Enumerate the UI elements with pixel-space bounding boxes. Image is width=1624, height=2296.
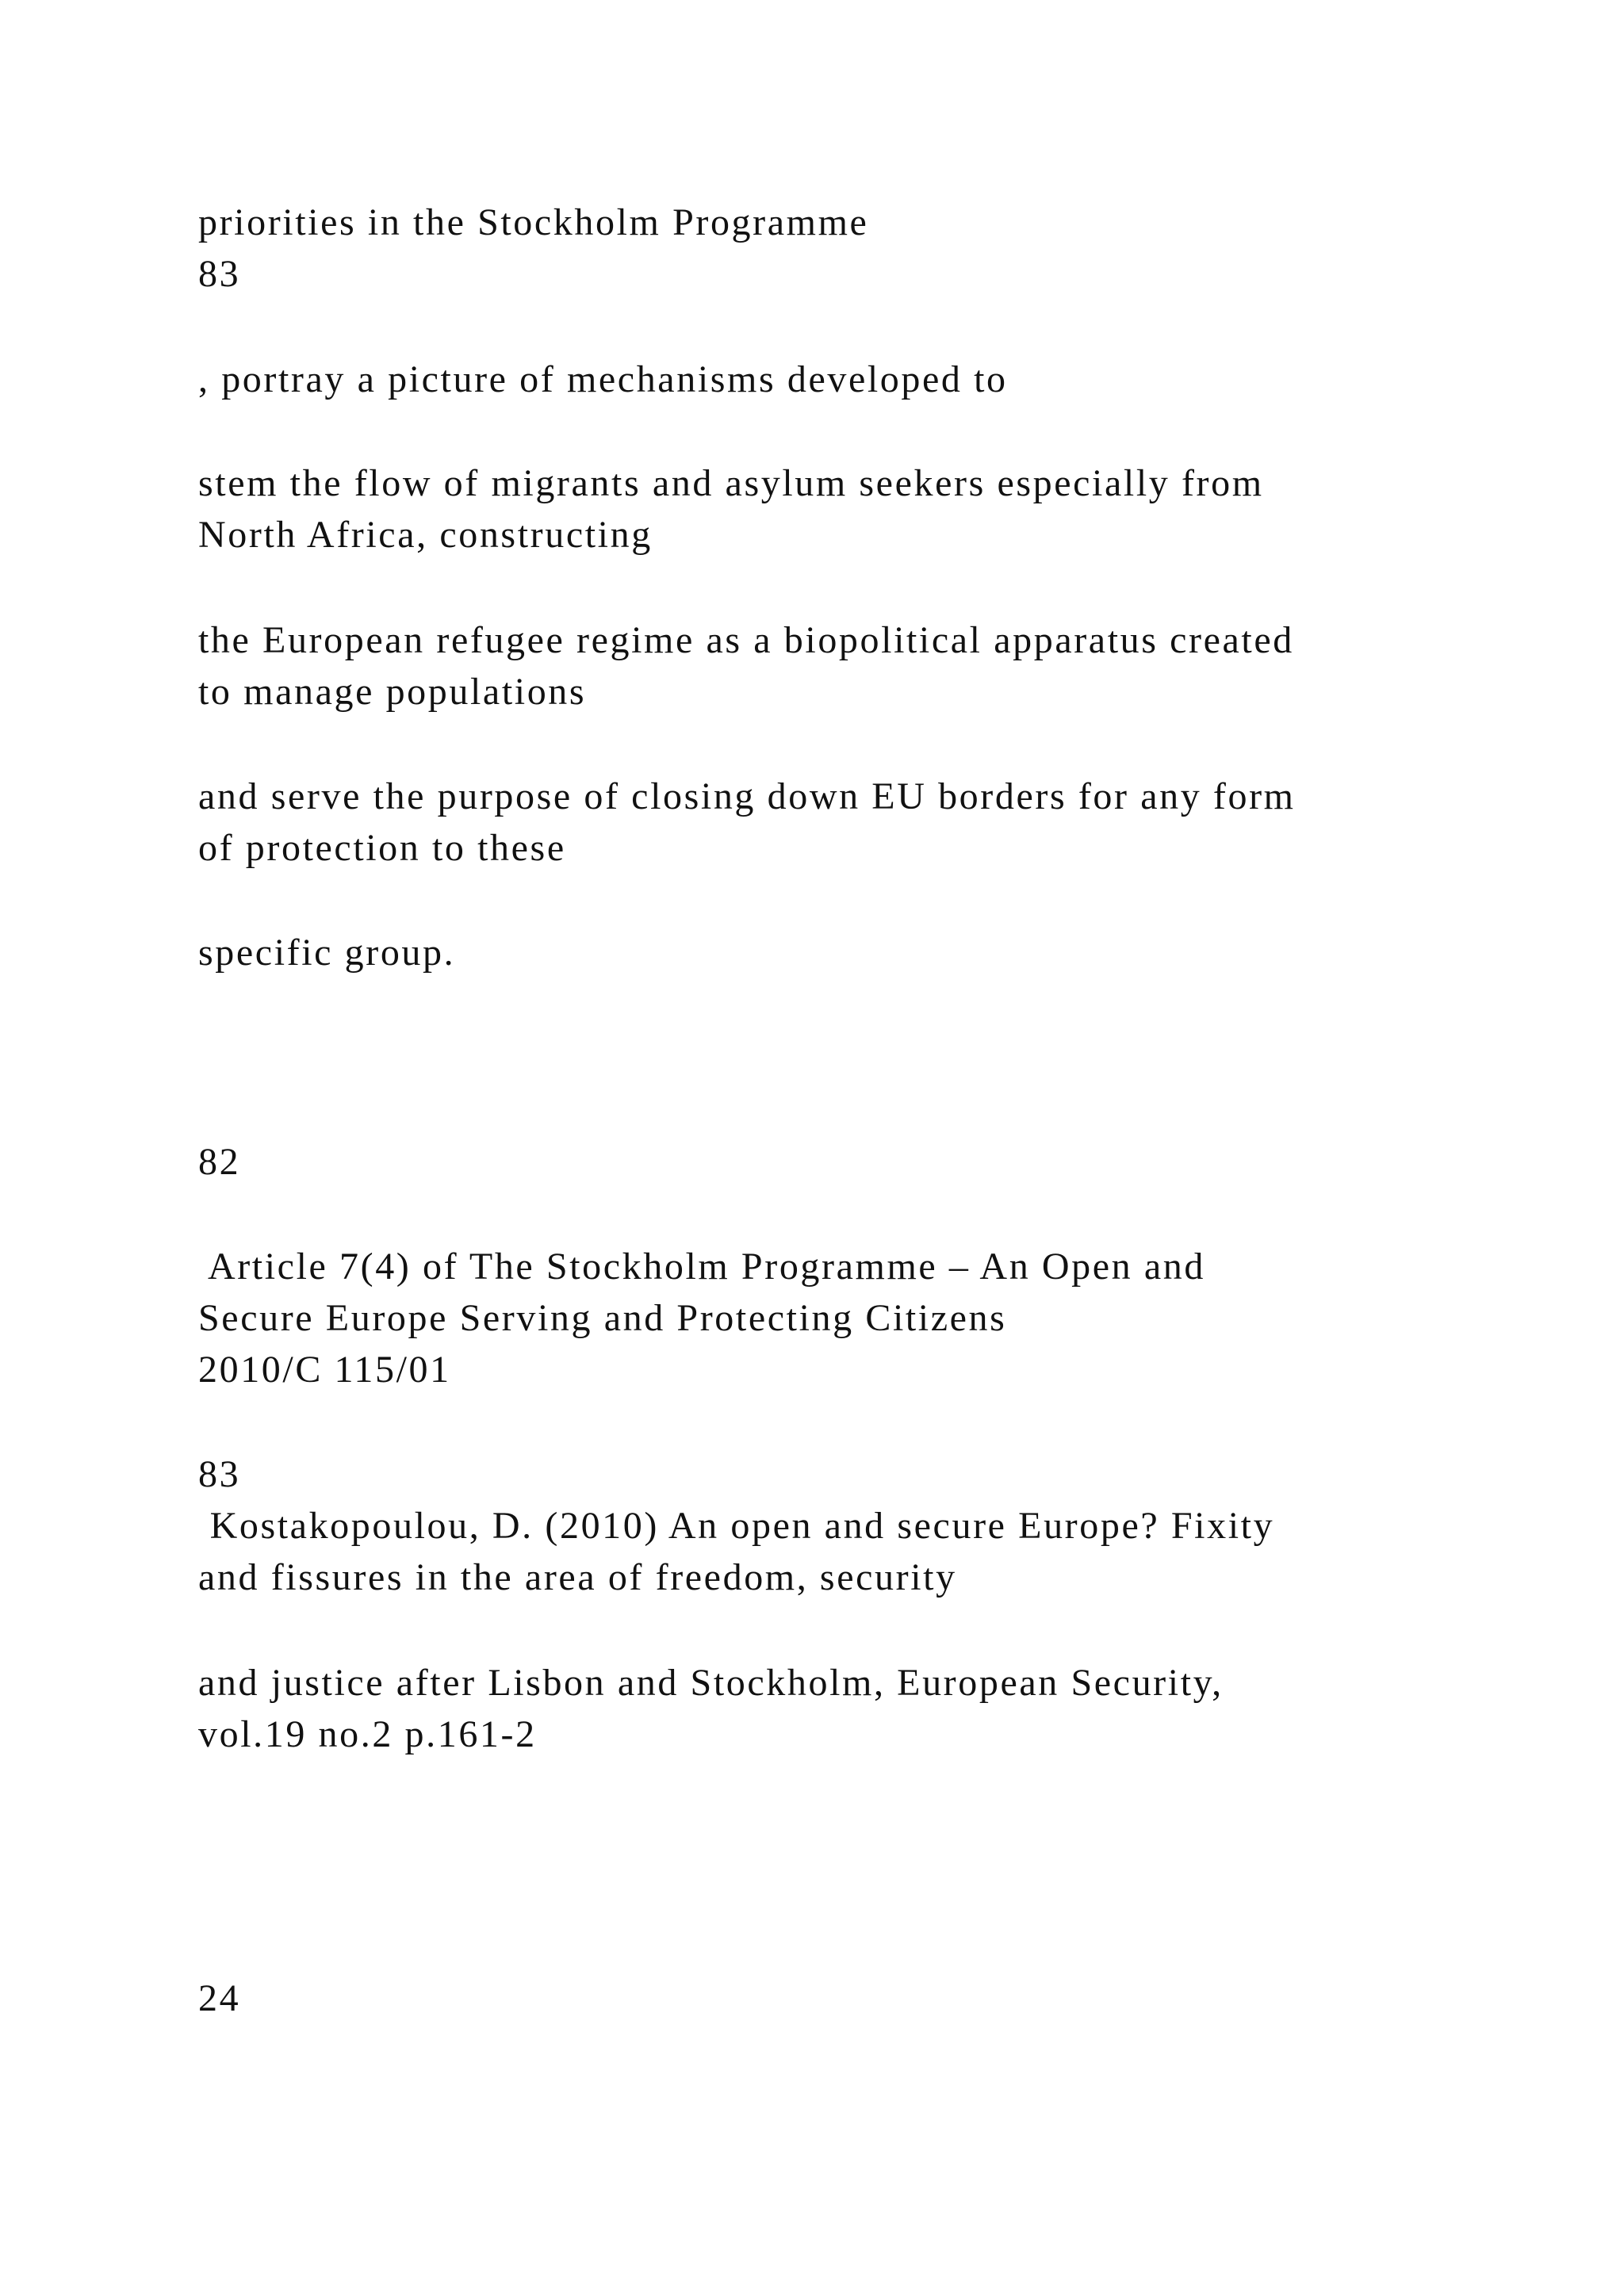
body-line: specific group. xyxy=(198,932,456,974)
body-line: and serve the purpose of closing down EU borders for any form xyxy=(198,775,1296,817)
footnote-number: 83 xyxy=(198,1453,241,1495)
body-line: priorities in the Stockholm Programme xyxy=(198,201,869,243)
page-number: 24 xyxy=(198,1977,241,2019)
body-line: of protection to these xyxy=(198,827,566,869)
footnote-line: Article 7(4) of The Stockholm Programme – An Open and xyxy=(198,1246,1205,1288)
footnote-line: Secure Europe Serving and Protecting Citizens xyxy=(198,1297,1007,1339)
footnote-line: Kostakopoulou, D. (2010) An open and secure Europe? Fixity xyxy=(198,1505,1275,1547)
footnote-reference: 83 xyxy=(198,253,241,295)
body-line: the European refugee regime as a biopolitical apparatus created xyxy=(198,619,1294,661)
body-line: , portray a picture of mechanisms developed to xyxy=(198,358,1008,400)
body-line: to manage populations xyxy=(198,671,587,713)
body-line: North Africa, constructing xyxy=(198,514,653,556)
body-line: stem the flow of migrants and asylum seekers especially from xyxy=(198,462,1264,504)
footnote-line: 2010/C 115/01 xyxy=(198,1349,451,1391)
footnote-line: vol.19 no.2 p.161-2 xyxy=(198,1713,537,1755)
footnote-number: 82 xyxy=(198,1141,241,1183)
footnote-line: and fissures in the area of freedom, security xyxy=(198,1556,957,1598)
footnote-line: and justice after Lisbon and Stockholm, European Security, xyxy=(198,1662,1224,1704)
